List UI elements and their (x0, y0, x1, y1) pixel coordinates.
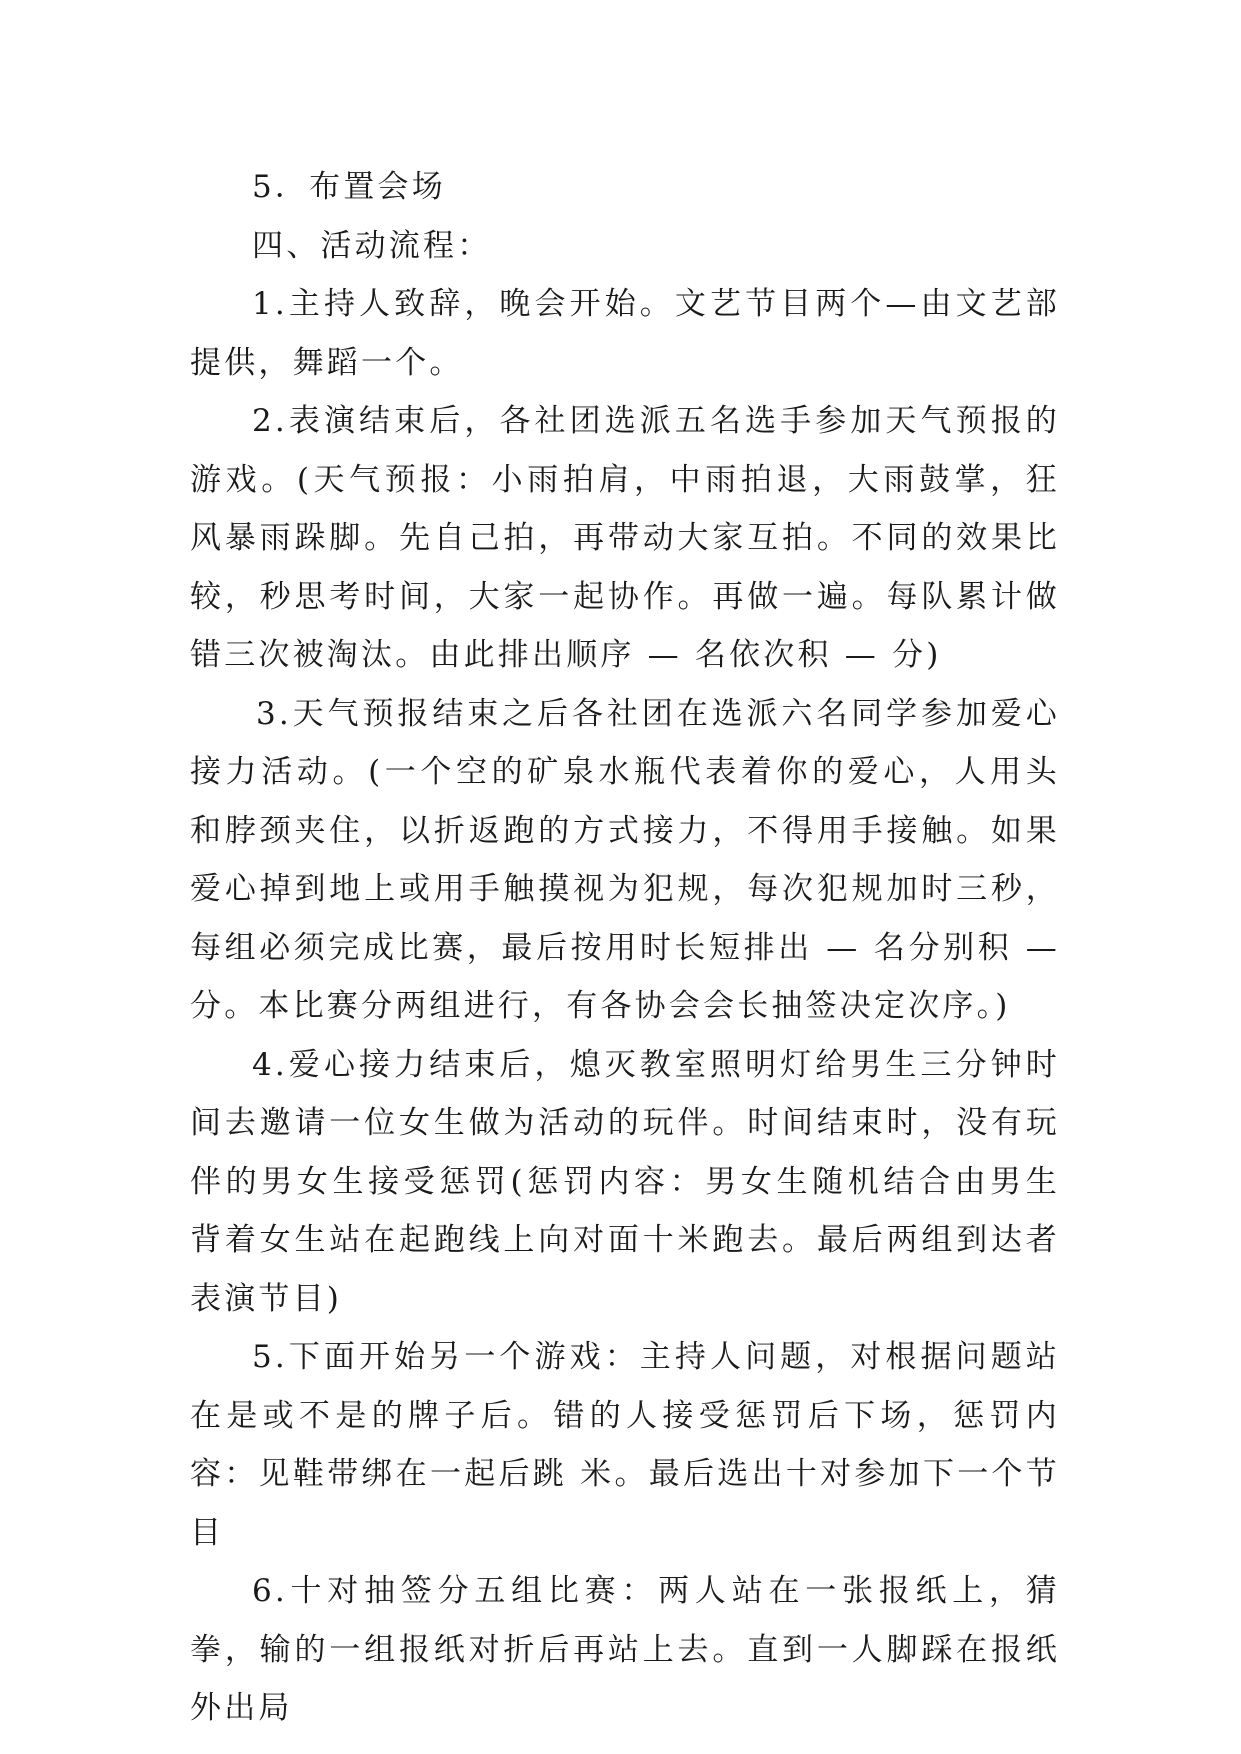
paragraph-item-5-venue: 5．布置会场 (252, 169, 446, 205)
paragraph-step-1: 1.主持人致辞，晚会开始。文艺节目两个—由文艺部提供，舞蹈一个。 (190, 286, 1060, 381)
paragraph-step-5: 5.下面开始另一个游戏：主持人问题，对根据问题站在是或不是的牌子后。错的人接受惩罚后下场，惩罚内容：见鞋带绑在一起后跳 米。最后选出十对参加下一个节目 (190, 1339, 1060, 1551)
paragraph-step-4: 4.爱心接力结束后，熄灭教室照明灯给男生三分钟时间去邀请一位女生做为活动的玩伴。时间结束时，没有玩伴的男女生接受惩罚(惩罚内容：男女生随机结合由男生背着女生站在起跑线上向对面十米跑去。最后两组到达者表演节目) (190, 1046, 1060, 1317)
paragraph-step-6: 6.十对抽签分五组比赛：两人站在一张报纸上，猜拳，输的一组报纸对折后再站上去。直到一人脚踩在报纸外出局 (190, 1573, 1060, 1726)
paragraph-step-3: 3.天气预报结束之后各社团在选派六名同学参加爱心接力活动。(一个空的矿泉水瓶代表着你的爱心，人用头和脖颈夹住，以折返跑的方式接力，不得用手接触。如果爱心掉到地上或用手触摸视为犯规，每次犯规加时三秒，每组必须完成比赛，最后按用时长短排出 — 名分别积 — 分。本比赛分两组进行，有各协会会长抽签决定次序。) (190, 695, 1060, 1024)
section-heading-activity-flow: 四、活动流程： (252, 227, 492, 264)
paragraph-step-2: 2.表演结束后，各社团选派五名选手参加天气预报的游戏。(天气预报：小雨拍肩，中雨拍退，大雨鼓掌，狂风暴雨跺脚。先自己拍，再带动大家互拍。不同的效果比较，秒思考时间，大家一起协作。再做一遍。每队累计做错三次被淘汰。由此排出顺序 — 名依次积 — 分) (190, 403, 1060, 673)
document-body (190, 158, 1060, 1738)
